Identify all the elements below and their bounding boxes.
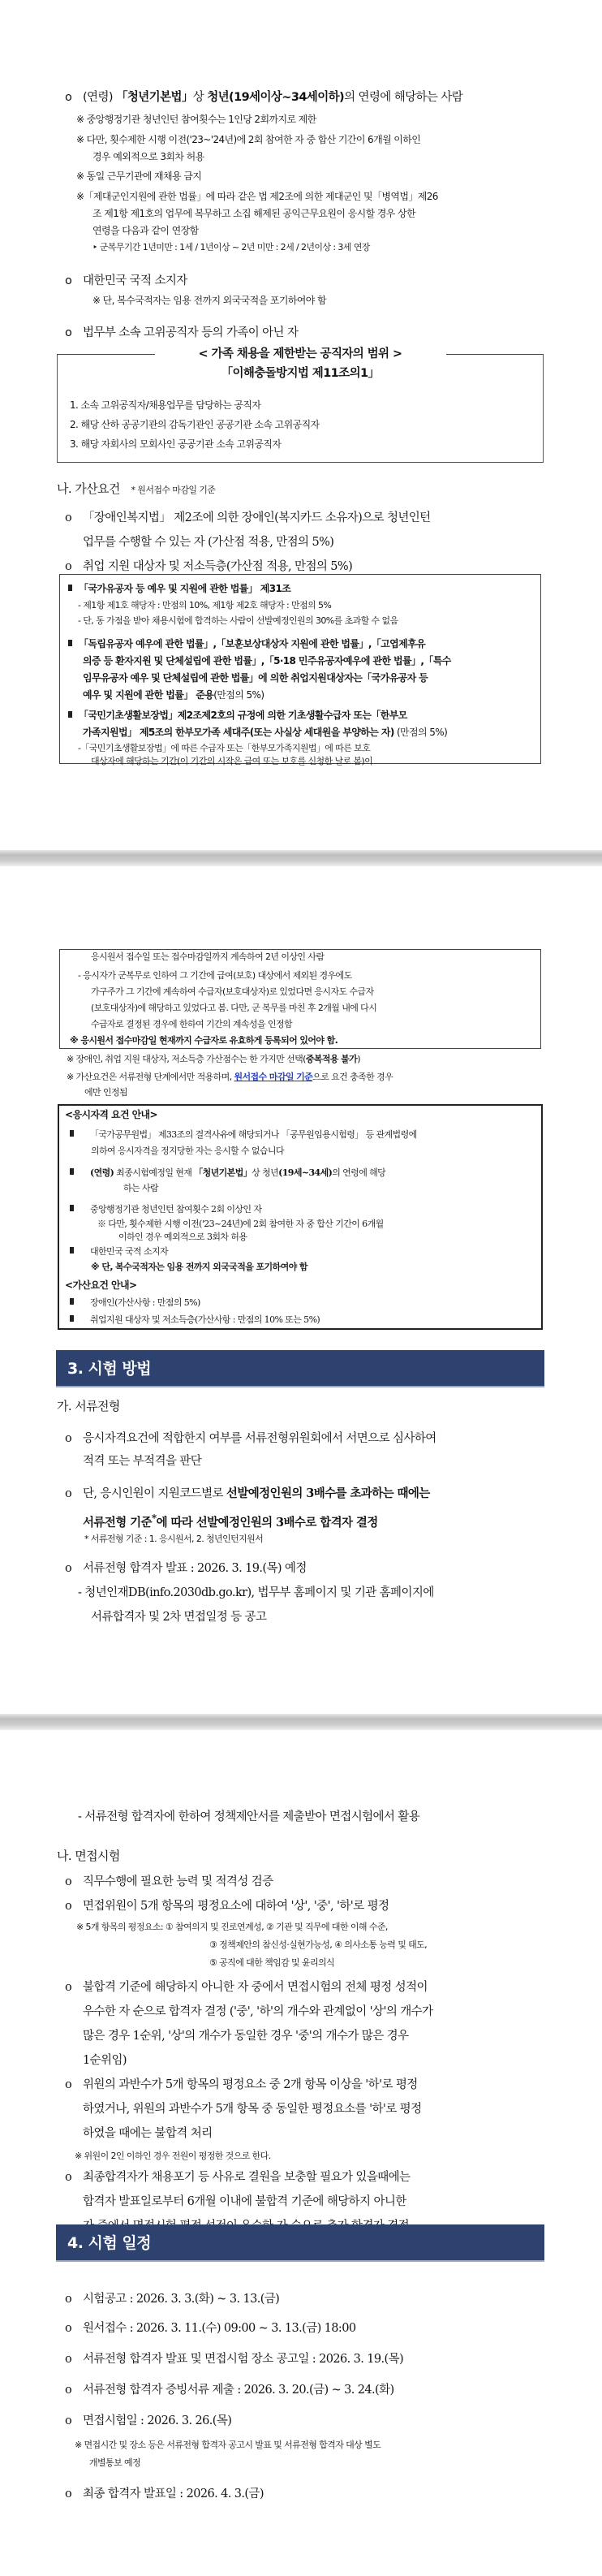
- square-bullet-icon: [68, 585, 72, 591]
- guide-item-cont: 의하여 응시자격을 정지당한 자는 응시할 수 없습니다: [91, 1146, 284, 1156]
- interview-bullet-cont: 하였거나, 위원의 과반수가 5개 항목 중 동일한 평정요소를 '하'로 평정: [83, 2103, 422, 2116]
- page-separator: [0, 1714, 602, 1730]
- guide-title-bonus: <가산요건 안내>: [65, 1279, 137, 1291]
- family-box-title: < 가족 채용을 제한받는 공직자의 범위 >: [198, 347, 402, 360]
- square-bullet-icon: [70, 1205, 74, 1211]
- bonus-item: o 취업 지원 대상자 및 저소득층(가산점 적용, 만점의 5%): [65, 560, 353, 573]
- age-note: 연령을 다음과 같이 연장함: [92, 225, 199, 236]
- box-cont-line: - 응시자가 군복무로 인하여 그 기간에 급여(보호) 대상에서 제외된 경우에도: [78, 970, 352, 981]
- guide-item: (연령) 최종시험예정일 현재 「청년기본법」상 청년(19세~34세)의 연령에 해당: [70, 1167, 385, 1180]
- box-cont-line: 가구주가 그 기간에 계속하여 수급자(보호대상자)로 있었다면 응시자도 수급자: [91, 986, 374, 997]
- screening-bullet: o 응시자격요건에 적합한지 여부를 서류전형위원회에서 서면으로 심사하여: [65, 1432, 436, 1445]
- section-header-exam-method: 3. 시험 방법: [56, 1350, 544, 1387]
- bonus-s1-line: - 단, 동 가점을 받아 채용시험에 합격하는 사람이 선발예정인원의 30%를 초과할 수 없음: [78, 615, 398, 626]
- bonus-s3-line: 가족지원법」 제5조의 한부모가족 세대주(또는 사실상 세대원을 부양하는 자) (만점의 5%): [83, 727, 448, 738]
- family-box-subtitle: 「이해충돌방지법 제11조의1」: [221, 367, 380, 380]
- family-box-item: 1. 소속 고위공직자/채용업무를 담당하는 공직자: [70, 399, 261, 411]
- box-line: [57, 354, 155, 355]
- bonus-s3-sub: -「국민기초생활보장법」에 따른 수급자 또는「한부모가족지원법」에 따른 보호: [78, 743, 371, 753]
- square-bullet-icon: [70, 1130, 74, 1137]
- screening-result-sub: 서류합격자 및 2차 면접일정 등 공고: [91, 1611, 267, 1624]
- square-bullet-icon: [68, 711, 72, 718]
- box-line: [446, 354, 544, 355]
- guide-item: 「국가공무원법」 제33조의 결격사유에 해당되거나 「공무원임용시험령」 등 관계법령에: [70, 1128, 417, 1141]
- bonus-heading: 나. 가산요건 * 원서접수 마감일 기준: [57, 481, 216, 496]
- age-note: ‣ 군복무기간 1년미만 : 1세 / 1년이상 ~ 2년 미만 : 2세 / 2년이상 : 3세 연장: [92, 242, 370, 252]
- interview-bullet-cont: 우수한 자 순으로 합격자 결정 ('중', '하'의 개수와 관계없이 '상'의 개수가: [83, 2005, 433, 2018]
- subheading-interview: 나. 면접시험: [57, 1849, 120, 1863]
- interview-bullet-cont: 많은 경우 1순위, '상'의 개수가 동일한 경우 '중'의 개수가 많은 경우: [83, 2030, 409, 2043]
- interview-bullet: o 위원의 과반수가 5개 항목의 평정요소 중 2개 항목 이상을 '하'로 평정: [65, 2078, 418, 2091]
- family-bullet: o 법무부 소속 고위공직자 등의 가족이 아닌 자: [65, 326, 299, 339]
- evaluation-factors-note: ⑤ 공직에 대한 책임감 및 윤리의식: [209, 1957, 335, 1968]
- square-bullet-icon: [70, 1168, 74, 1175]
- box-cont-line: 응시원서 접수일 또는 접수마감일까지 계속하여 2년 이상인 사람: [91, 951, 325, 962]
- box-cont-line: (보호대상자)에 해당하고 있었다고 봄. 다만, 군 복무를 마친 후 2개월 내에 다시: [91, 1003, 377, 1013]
- screening-criteria-footnote: * 서류전형 기준 : 1. 응시원서, 2. 청년인턴지원서: [84, 1534, 264, 1544]
- age-note: ※ 다만, 횟수제한 시행 이전('23~'24년)에 2회 참여한 자 중 합산 기간이 6개월 이하인: [76, 134, 421, 145]
- age-note: ※ 동일 근무기관에 재채용 금지: [76, 170, 202, 182]
- evaluation-factors-note: ③ 정책제안의 참신성·실현가능성, ④ 의사소통 능력 및 태도,: [209, 1940, 428, 1950]
- family-box-item: 2. 해당 산하 공공기관의 감독기관인 공공기관 소속 고위공직자: [70, 419, 320, 430]
- bonus-item: o 「장애인복지법」 제2조에 의한 장애인(복지카드 소유자)으로 청년인턴: [65, 511, 431, 524]
- screening-result-sub: - 청년인재DB(info.2030db.go.kr), 법무부 홈페이지 및 기관 홈페이지에: [78, 1586, 434, 1599]
- bonus-s2-line: 예우 및 지원에 관한 법률」 준용(만점의 5%): [83, 689, 264, 701]
- interview-bullet-cont: 합격자 발표일로부터 6개월 이내에 불합격 기준에 해당하지 아니한: [83, 2195, 406, 2208]
- box-cont-line: 수급자로 결정된 경우에 한하여 기간의 계속성을 인정함: [91, 1019, 292, 1029]
- square-bullet-icon: [70, 1298, 74, 1305]
- guide-item-note: ※ 단, 복수국적자는 임용 전까지 외국국적을 포기하여야 함: [91, 1262, 307, 1272]
- age-note: 경우 예외적으로 3회차 허용: [92, 151, 204, 162]
- interview-note: ※ 위원이 2인 이하인 경우 전원이 평정한 것으로 한다.: [75, 2151, 271, 2161]
- bonus-s1-line: - 제1항 제1호 해당자 : 만점의 10%, 제1항 제2호 해당자 : 만점의 5%: [78, 600, 332, 611]
- bonus-s2-line: 「독립유공자 예우에 관한 법률」,「보훈보상대상자 지원에 관한 법률」,「고엽제후유: [68, 636, 425, 651]
- interview-bullet: o 최종합격자가 채용포기 등 사유로 결원을 보충할 필요가 있을때에는: [65, 2171, 411, 2184]
- section-header-exam-schedule: 4. 시험 일정: [56, 2224, 544, 2262]
- interview-bullet-cont: 1순위임): [83, 2054, 127, 2067]
- evaluation-factors-note: ※ 5개 항목의 평정요소: ① 참여의지 및 진로연계성, ② 기관 및 직무에 대한 이해 수준,: [76, 1922, 388, 1932]
- guide-item: 대한민국 국적 소지자: [70, 1245, 168, 1258]
- box-cont-bold-note: ※ 응시원서 접수마감일 현재까지 수급자로 유효하게 등록되어 있어야 함.: [70, 1035, 338, 1046]
- screening-bullet-cont: 적격 또는 부적격을 판단: [83, 1455, 202, 1468]
- nationality-bullet: o 대한민국 국적 소지자: [65, 274, 187, 287]
- schedule-item: o 서류전형 합격자 증빙서류 제출 : 2026. 3. 20.(금) ~ 3. 24.(화): [65, 2384, 394, 2397]
- guide-item: 장애인(가산사항 : 만점의 5%): [70, 1297, 200, 1310]
- interview-schedule-note: ※ 면접시간 및 장소 등은 서류전형 합격자 공고시 발표 및 서류전형 합격자 대상 별도: [75, 2440, 381, 2450]
- schedule-item: o 면접시험일 : 2026. 3. 26.(목): [65, 2414, 232, 2427]
- bonus-s3-sub: 대상자에 해당하는 기간(이 기간의 시작은 급여 또는 보호를 신청한 날로 봄)이: [91, 756, 373, 766]
- age-note: ※ 중앙행정기관 청년인턴 참여횟수는 1인당 2회까지로 제한: [76, 114, 316, 125]
- guide-item-note: ※ 다만, 횟수제한 시행 이전('23~24년)에 2회 참여한 자 중 합산 기간이 6개월: [97, 1219, 384, 1229]
- age-note: 조 제1항 제1호의 업무에 복무하고 소집 해제된 공익근무요원이 응시할 경우 상한: [92, 208, 415, 219]
- screening-bullet: o 단, 응시인원이 지원코드별로 선발예정인원의 3배수를 초과하는 때에는: [65, 1486, 430, 1500]
- square-bullet-icon: [68, 640, 72, 646]
- age-note: ※「제대군인지원에 관한 법률」에 따라 같은 법 제2조에 의한 제대군인 및「병역법」제26: [76, 191, 438, 202]
- schedule-item: o 서류전형 합격자 발표 및 면접시험 장소 공고일 : 2026. 3. 19.(목): [65, 2353, 404, 2366]
- schedule-item-final: o 최종 합격자 발표일 : 2026. 4. 3.(금): [65, 2488, 264, 2500]
- bonus-s3-line: 「국민기초생활보장법」제2조제2호의 규정에 의한 기초생활수급자 또는「한부모: [68, 708, 407, 723]
- guide-title-eligibility: <응시자격 요건 안내>: [65, 1109, 158, 1120]
- guide-item-note: 이하인 경우 예외적으로 3회차 허용: [118, 1232, 247, 1242]
- guide-item-cont: 하는 사람: [123, 1183, 159, 1193]
- interview-bullet-cont: 하였을 때에는 불합격 처리: [83, 2127, 213, 2140]
- bonus-s2-line: 의증 등 환자지원 및 단체설립에 관한 법률」,「5·18 민주유공자예우에 관한 법률」,「특수: [83, 655, 451, 667]
- nationality-note: ※ 단, 복수국적자는 임용 전까지 외국국적을 포기하여야 함: [92, 295, 326, 306]
- screening-result-bullet: o 서류전형 합격자 발표 : 2026. 3. 19.(목) 예정: [65, 1562, 307, 1575]
- interview-bullet: o 직무수행에 필요한 능력 및 적격성 검증: [65, 1875, 273, 1888]
- guide-item: 취업지원 대상자 및 저소득층(가산사항 : 만점의 10% 또는 5%): [70, 1314, 320, 1327]
- bonus-s2-line: 임무유공자 예우 및 단체설립에 관한 법률」에 의한 취업지원대상자는「국가유공자 등: [83, 672, 428, 684]
- subheading-document-screening: 가. 서류전형: [57, 1399, 120, 1413]
- duplicate-note: ※ 장애인, 취업 지원 대상자, 저소득층 가산점수는 한 가지만 선택(중복적용 불가): [67, 1054, 360, 1064]
- family-box-item: 3. 해당 자회사의 모회사인 공공기관 소속 고위공직자: [70, 438, 282, 450]
- square-bullet-icon: [70, 1247, 74, 1253]
- deadline-note: ※ 가산요건은 서류전형 단계에서만 적용하며, 원서접수 마감일 기준으로 요건 충족한 경우: [67, 1072, 393, 1082]
- interview-bullet: o 불합격 기준에 해당하지 아니한 자 중에서 면접시험의 전체 평정 성적이: [65, 1981, 428, 1994]
- schedule-item: o 시험공고 : 2026. 3. 3.(화) ~ 3. 13.(금): [65, 2293, 280, 2306]
- deadline-note-cont: 에만 인정됨: [84, 1087, 128, 1098]
- screening-bullet-cont: 서류전형 기준*에 따라 선발예정인원의 3배수로 합격자 결정: [83, 1512, 378, 1530]
- page-separator: [0, 850, 602, 866]
- interview-schedule-note: 개별통보 예정: [89, 2457, 141, 2468]
- deadline-basis-link[interactable]: 원서접수 마감일 기준: [234, 1072, 313, 1082]
- bonus-s1-title: 「국가유공자 등 예우 및 지원에 관한 법률」 제31조: [68, 581, 290, 596]
- policy-proposal-note: - 서류전형 합격자에 한하여 정책제안서를 제출받아 면접시험에서 활용: [78, 1810, 420, 1823]
- square-bullet-icon: [70, 1315, 74, 1322]
- schedule-item: o 원서접수 : 2026. 3. 11.(수) 09:00 ~ 3. 13.(금) 18:00: [65, 2322, 356, 2335]
- interview-bullet: o 면접위원이 5개 항목의 평정요소에 대하여 '상', '중', '하'로 평정: [65, 1900, 389, 1913]
- guide-item: 중앙행정기관 청년인턴 참여횟수 2회 이상인 자: [70, 1203, 261, 1216]
- age-bullet: o (연령) 「청년기본법」상 청년(19세이상~34세이하)의 연령에 해당하는 사람: [65, 91, 463, 104]
- bonus-item-cont: 업무를 수행할 수 있는 자 (가산점 적용, 만점의 5%): [83, 536, 334, 549]
